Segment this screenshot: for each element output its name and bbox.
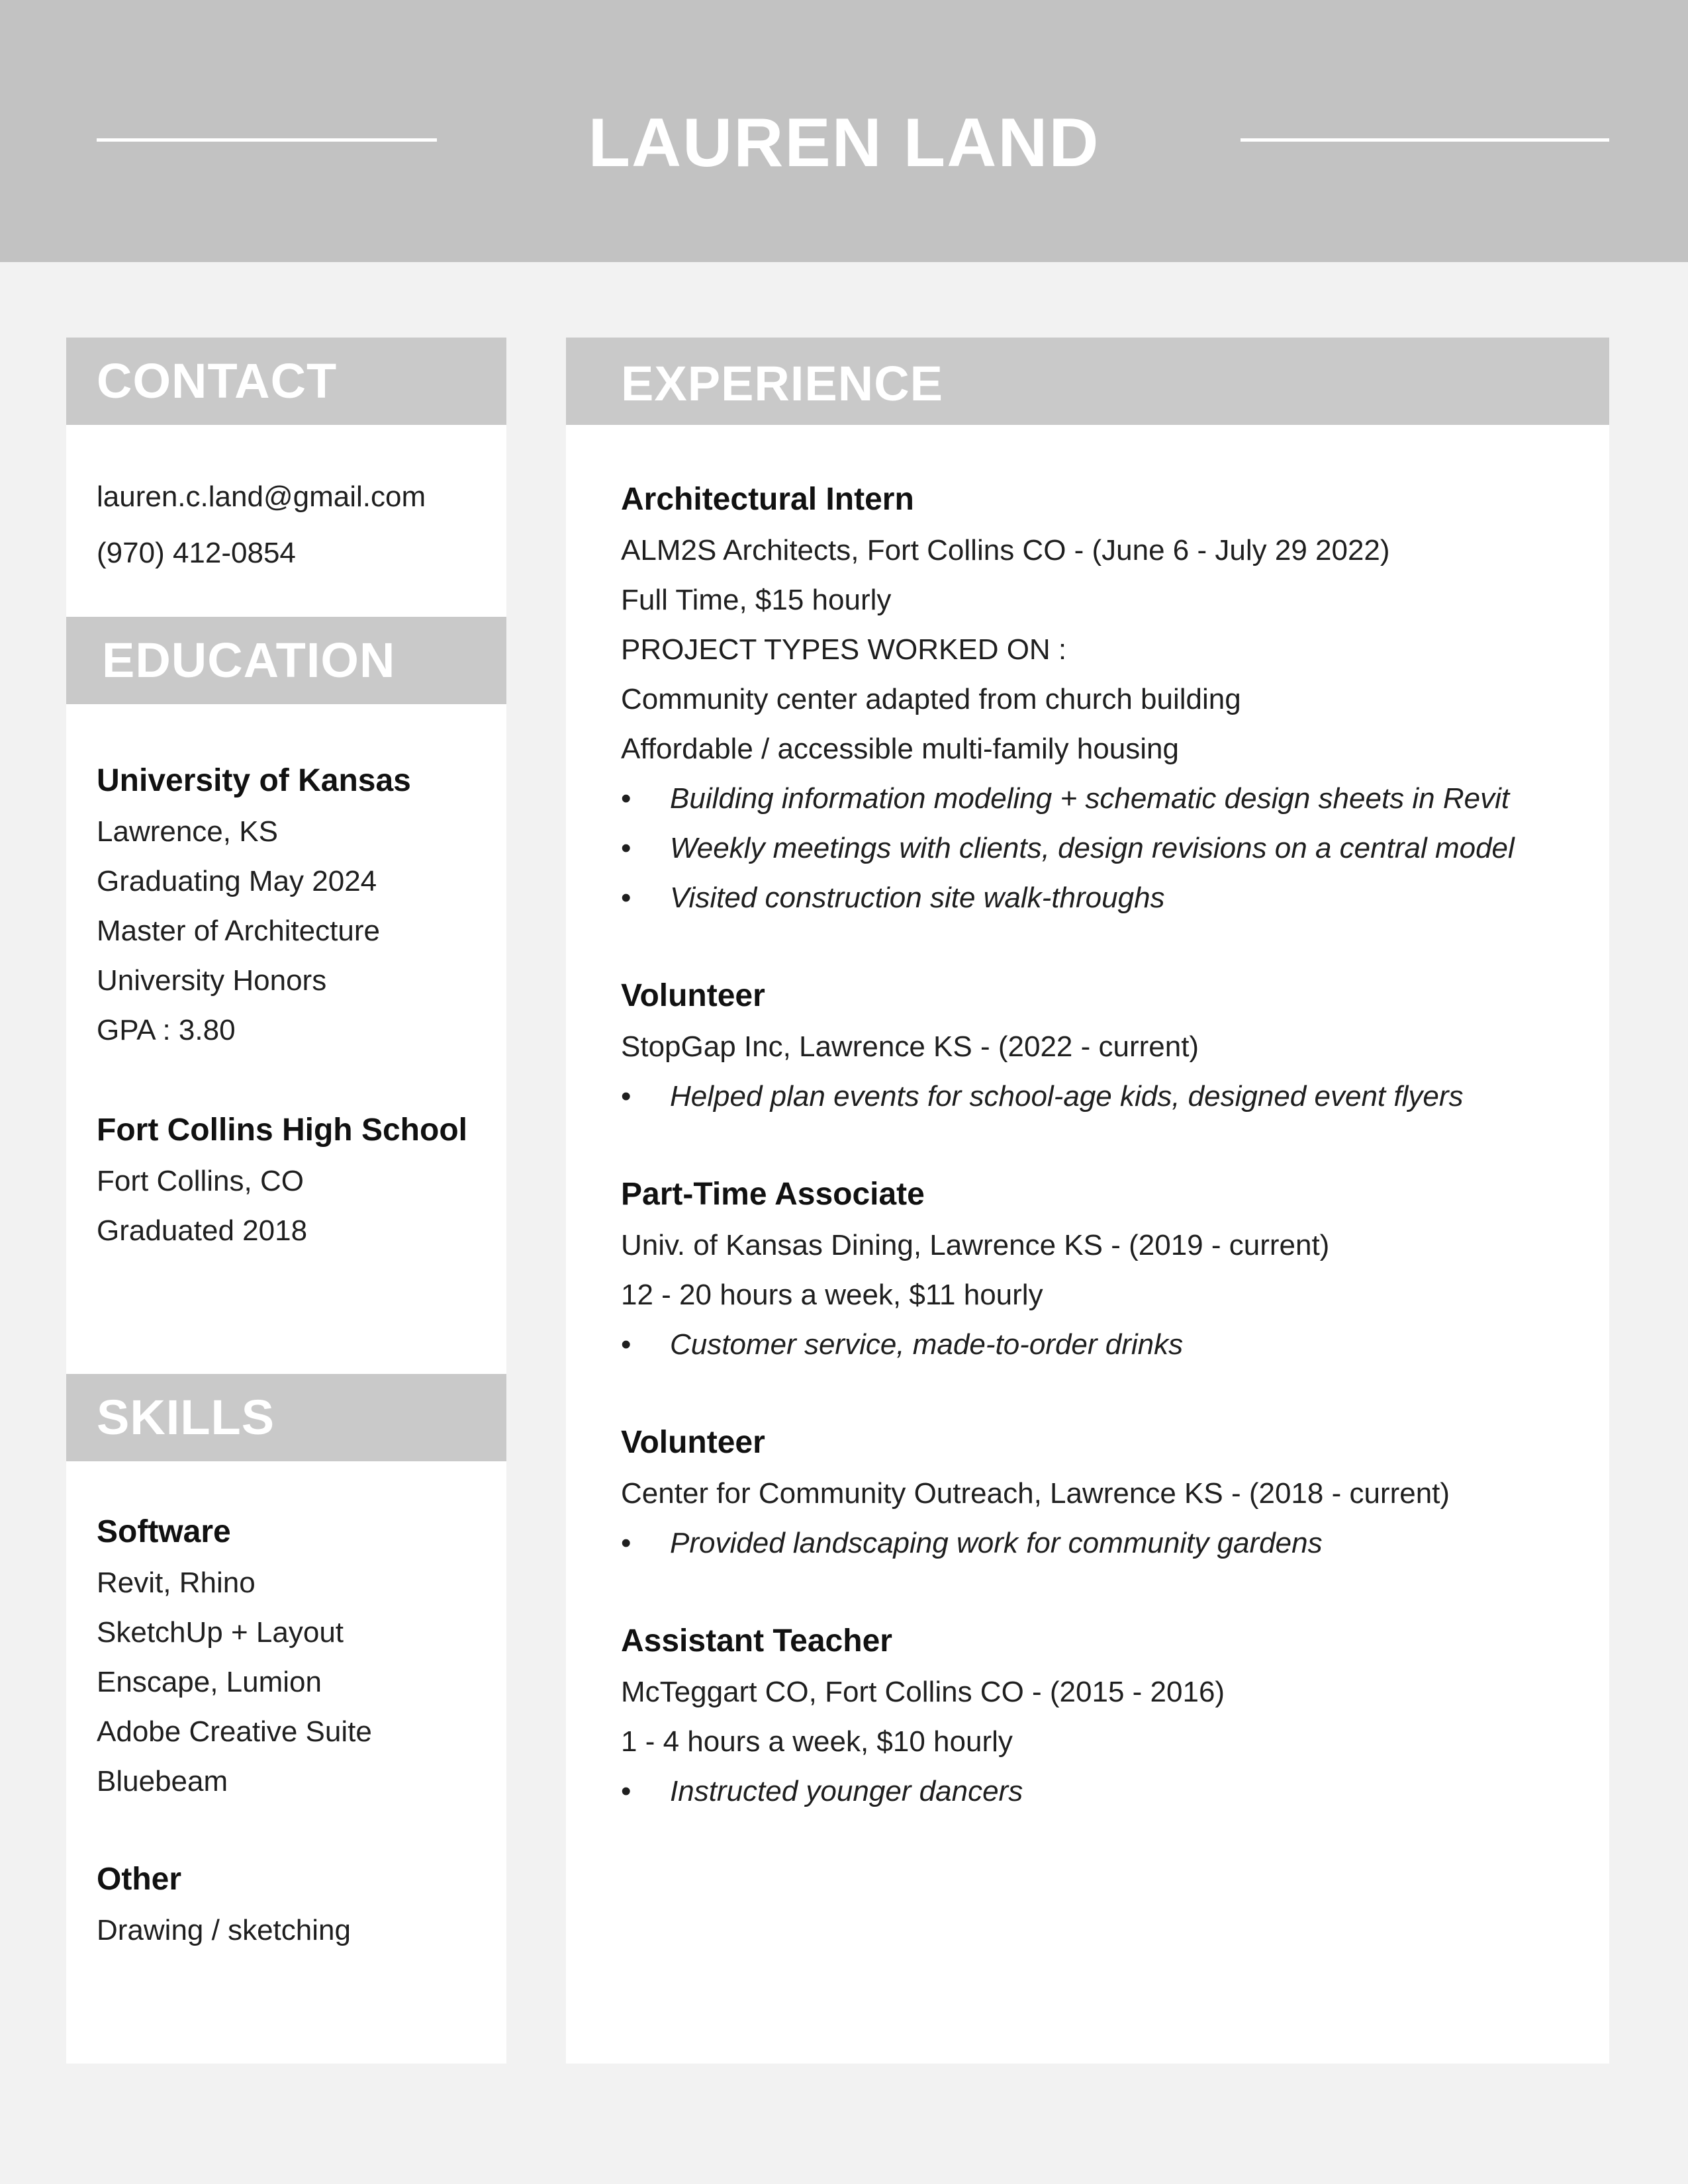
job-detail: 12 - 20 hours a week, $11 hourly (621, 1279, 1043, 1311)
bullet-icon: • (621, 1527, 632, 1559)
bullet-text: Customer service, made-to-order drinks (670, 1328, 1184, 1361)
header-rule-right (1241, 138, 1609, 142)
left-column (66, 338, 506, 2064)
skill-item: Enscape, Lumion (97, 1666, 322, 1698)
school-detail: Lawrence, KS (97, 815, 278, 848)
job-title: Architectural Intern (621, 482, 914, 517)
skill-group-title: Other (97, 1862, 182, 1897)
job-detail: ALM2S Architects, Fort Collins CO - (June 6 - July 29 2022) (621, 534, 1390, 567)
skill-item: SketchUp + Layout (97, 1616, 344, 1649)
bullet-icon: • (621, 882, 632, 914)
bullet-icon: • (621, 832, 632, 864)
bullet-text: Instructed younger dancers (670, 1775, 1023, 1807)
job-detail: 1 - 4 hours a week, $10 hourly (621, 1725, 1013, 1758)
bullet-text: Helped plan events for school-age kids, designed event flyers (670, 1080, 1464, 1113)
contact-header (66, 338, 506, 425)
school-name: Fort Collins High School (97, 1113, 467, 1148)
education-title: EDUCATION (102, 633, 396, 688)
contact-title: CONTACT (97, 353, 338, 408)
job-detail: Community center adapted from church building (621, 683, 1241, 715)
job-detail: StopGap Inc, Lawrence KS - (2022 - current) (621, 1030, 1199, 1063)
bullet-icon: • (621, 782, 632, 815)
skill-item: Revit, Rhino (97, 1567, 256, 1599)
bullet-icon: • (621, 1080, 632, 1113)
job-title: Part-Time Associate (621, 1177, 925, 1212)
contact-phone: (970) 412-0854 (97, 537, 296, 569)
school-detail: Master of Architecture (97, 915, 380, 947)
job-title: Volunteer (621, 978, 765, 1013)
bullet-icon: • (621, 1328, 632, 1361)
skills-title: SKILLS (97, 1390, 275, 1445)
right-column (566, 338, 1609, 2064)
bullet-text: Building information modeling + schematic design sheets in Revit (670, 782, 1510, 815)
contact-email: lauren.c.land@gmail.com (97, 480, 426, 513)
education-header (66, 617, 506, 704)
skill-item: Bluebeam (97, 1765, 228, 1797)
job-detail: Affordable / accessible multi-family housing (621, 733, 1179, 765)
job-title: Volunteer (621, 1425, 765, 1460)
school-detail: University Honors (97, 964, 327, 997)
school-detail: Graduated 2018 (97, 1214, 308, 1247)
skill-group-title: Software (97, 1514, 231, 1549)
school-detail: Graduating May 2024 (97, 865, 377, 897)
job-title: Assistant Teacher (621, 1623, 892, 1659)
job-detail: Center for Community Outreach, Lawrence KS - (2018 - current) (621, 1477, 1450, 1510)
school-detail: GPA : 3.80 (97, 1014, 236, 1046)
job-detail: PROJECT TYPES WORKED ON : (621, 633, 1067, 666)
experience-title: EXPERIENCE (621, 356, 944, 411)
job-detail: Full Time, $15 hourly (621, 584, 892, 616)
skills-header (66, 1374, 506, 1461)
bullet-icon: • (621, 1775, 632, 1807)
bullet-text: Provided landscaping work for community gardens (670, 1527, 1323, 1559)
school-detail: Fort Collins, CO (97, 1165, 304, 1197)
school-name: University of Kansas (97, 763, 411, 798)
skill-item: Adobe Creative Suite (97, 1715, 372, 1748)
skill-item: Drawing / sketching (97, 1914, 351, 1946)
resume-name: LAUREN LAND (588, 105, 1100, 181)
header-banner (0, 0, 1688, 262)
job-detail: Univ. of Kansas Dining, Lawrence KS - (2019 - current) (621, 1229, 1330, 1261)
bullet-text: Weekly meetings with clients, design revisions on a central model (670, 832, 1515, 864)
experience-header (566, 338, 1609, 425)
job-detail: McTeggart CO, Fort Collins CO - (2015 - 2016) (621, 1676, 1225, 1708)
bullet-text: Visited construction site walk-throughs (670, 882, 1165, 914)
